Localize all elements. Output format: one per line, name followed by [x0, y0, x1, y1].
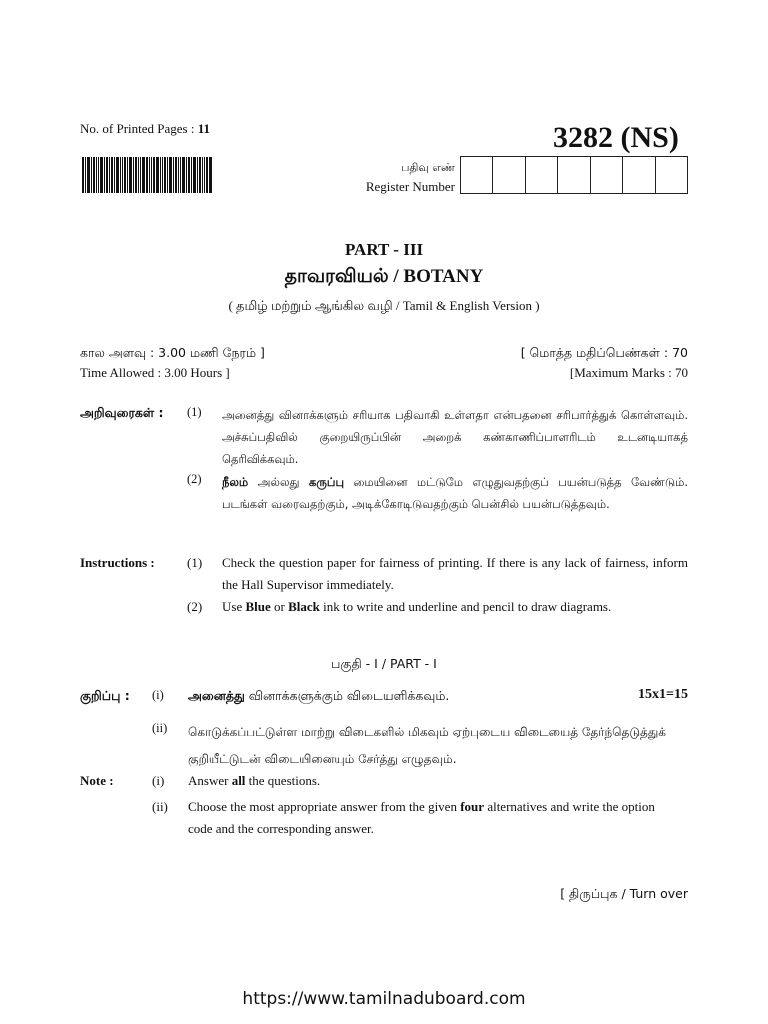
instruction-english-num-2: (2): [187, 599, 203, 614]
paper-code: 3282 (NS): [553, 121, 679, 154]
note-english-label: Note :: [80, 773, 114, 788]
instruction-english-2: [222, 596, 688, 618]
register-digit-box[interactable]: [492, 157, 524, 193]
instruction-english-2-black: Black: [288, 599, 320, 614]
printed-pages-label: No. of Printed Pages :: [80, 121, 198, 136]
register-label-english: Register Number: [365, 179, 455, 194]
note-english-2-four: four: [460, 799, 485, 814]
instruction-english-num-1: (1): [187, 555, 203, 570]
instruction-tamil-2-blue: நீலம்: [222, 475, 249, 489]
note-english-num-1: (i): [152, 773, 165, 788]
note-tamil-num-1: (i): [152, 688, 164, 702]
instruction-tamil-num-1: (1): [187, 405, 202, 419]
barcode-image: [82, 157, 212, 193]
register-label-tamil: பதிவு எண்: [401, 161, 455, 174]
note-tamil-1-text: வினாக்களுக்கும் விடையளிக்கவும்.: [244, 688, 450, 703]
register-digit-box[interactable]: [461, 157, 492, 193]
max-marks-tamil: [ மொத்த மதிப்பெண்கள் : 70: [520, 345, 688, 360]
instruction-tamil-1: அனைத்து வினாக்களும் சரியாக பதிவாகி உள்ளதா என்பதனை சரிபார்த்துக் கொள்ளவும். அச்சுப்பதிவில் குறையிருப்பின் அறைக் கண்காணிப்பாளரிடம் உடனடியாகத் தெரிவிக்கவும்.: [222, 408, 688, 466]
instructions-english-label: Instructions :: [80, 555, 155, 570]
register-digit-box[interactable]: [622, 157, 654, 193]
instruction-tamil-2-black: கருப்பு: [308, 475, 345, 489]
instruction-tamil-2-text-b: மையினை மட்டுமே எழுதுவதற்குப் பயன்படுத்த வேண்டும். படங்கள் வரைவதற்கும், அடிக்கோடிடுவதற்கும் பென்சில் பயன்படுத்தவும்.: [222, 475, 688, 511]
instructions-tamil-label: அறிவுரைகள் :: [80, 405, 164, 420]
register-digit-box[interactable]: [557, 157, 589, 193]
section-heading: பகுதி - I / PART - I: [331, 656, 437, 671]
footer-website-url[interactable]: https://www.tamilnaduboard.com: [242, 989, 526, 1009]
subject-title: தாவரவியல் / BOTANY: [284, 266, 484, 287]
part-title: PART - III: [344, 240, 424, 259]
printed-pages-value: 11: [197, 121, 211, 136]
instruction-english-2-text-a: Use: [222, 599, 246, 614]
note-tamil-label: குறிப்பு :: [80, 688, 130, 703]
note-tamil-1: [188, 688, 449, 705]
instruction-tamil-2: [222, 471, 688, 515]
turn-over-note: [ திருப்புக / Turn over: [560, 886, 688, 901]
note-english-1: [188, 770, 320, 792]
marks-allocation: 15x1=15: [638, 687, 688, 702]
instruction-english-2-text-c: ink to write and underline and pencil to draw diagrams.: [319, 599, 612, 614]
register-digit-box[interactable]: [590, 157, 622, 193]
note-english-1-all: all: [231, 773, 246, 788]
instruction-tamil-2-text-a: அல்லது: [248, 475, 309, 489]
note-tamil-2: கொடுக்கப்பட்டுள்ள மாற்று விடைகளில் மிகவும் ஏற்புடைய விடையைத் தேர்ந்தெடுத்துக் குறியீட்டுடன் விடையினையும் சேர்த்து எழுதவும்.: [188, 725, 666, 766]
note-english-1-text-a: Answer: [188, 773, 232, 788]
register-number-boxes[interactable]: [460, 156, 688, 194]
note-english-num-2: (ii): [152, 799, 168, 814]
note-english-2-text-b: alternatives and write the option code and the corresponding answer.: [188, 799, 655, 836]
note-tamil-num-2: (ii): [152, 721, 168, 735]
instruction-english-1: Check the question paper for fairness of printing. If there is any lack of fairness, inform the Hall Supervisor immediately.: [222, 555, 688, 592]
time-allowed-tamil: கால அளவு : 3.00 மணி நேரம் ]: [80, 345, 265, 360]
instruction-tamil-num-2: (2): [187, 472, 202, 486]
printed-pages: [80, 121, 210, 137]
note-english-2: [188, 796, 666, 840]
note-english-2-text-a: Choose the most appropriate answer from the given: [188, 799, 461, 814]
time-allowed-english: Time Allowed : 3.00 Hours ]: [80, 365, 230, 380]
note-tamil-1-all: அனைத்து: [188, 688, 245, 703]
instruction-english-2-blue: Blue: [245, 599, 271, 614]
register-digit-box[interactable]: [525, 157, 557, 193]
instruction-english-2-text-b: or: [270, 599, 289, 614]
register-digit-box[interactable]: [655, 157, 687, 193]
note-english-1-text-b: the questions.: [245, 773, 321, 788]
version-note: ( தமிழ் மற்றும் ஆங்கில வழி / Tamil & English Version ): [228, 298, 540, 313]
max-marks-english: [Maximum Marks : 70: [569, 365, 688, 380]
